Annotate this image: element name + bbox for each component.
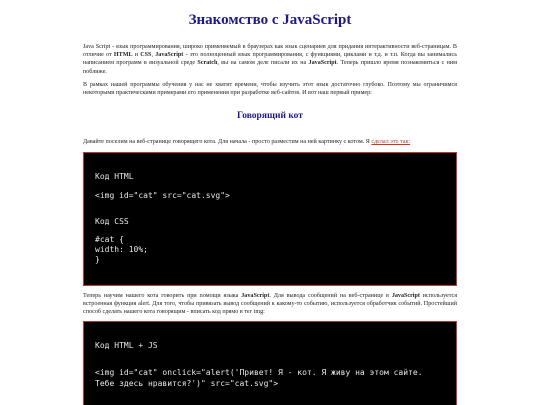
bold-term: CSS (140, 52, 152, 59)
bold-term: Scratch (197, 60, 218, 67)
code-line: <img id="cat" onclick="alert('Привет! Я - кот. Я живу на этом сайте. (95, 368, 423, 377)
code-line: <img id="cat" src="cat.svg"> (95, 191, 230, 200)
bold-term: JavaScript (391, 293, 420, 299)
code-line: Тебе здесь нравится?')" src="cat.svg"> (95, 379, 279, 388)
text: . Теперь пришло время познакомиться с ним поближе. (83, 60, 458, 75)
code-line: } (95, 255, 100, 264)
text: Давайте поселим на веб-странице говорящего кота. Для начала - просто разместим на ней картинку с котом. Я (83, 139, 372, 145)
text: . Для вывода сообщений на веб-странице в (269, 293, 392, 299)
code-label: Код CSS (95, 217, 129, 226)
bold-term: JavaScript (308, 60, 337, 67)
bold-term: HTML (113, 52, 133, 59)
cat-intro-paragraph (83, 138, 457, 146)
text: используется встроенная функция alert. Для того, чтобы привязать вывод сообщений к какому-то событию, используется обработчик событий. Простейший способ сделать нашего кота говорящим - вписать код прямо в тег img: (83, 293, 458, 316)
text: Теперь научим нашего кота говорить при помощи языка (83, 293, 242, 299)
text: , (151, 52, 156, 59)
text: - это полноценный язык программирования, с функциями, циклами и т.д. и т.п. Когда вы занимались написанием программ в визуальной среде (83, 52, 458, 67)
code-line: width: 10%; (95, 245, 148, 254)
text: Java Script - язык программирования, широко применяемый в браузерах как язык сценариев для придания интерактивности веб-страницам. В отличие от (83, 44, 457, 59)
intro-paragraph (83, 43, 457, 76)
code-block-html-css (83, 152, 457, 286)
example-link[interactable]: сделал это так: (371, 139, 411, 145)
code-line: #cat { (95, 235, 124, 244)
program-paragraph: В рамках нашей программы обучения у нас не хватит времени, чтобы изучить этот язык достаточно глубоко. Поэтому мы ограничимся некоторыми практическими примерами его применения при разработке веб-сайтов. И вот наш первый пример: (83, 82, 457, 97)
code-label: Код HTML + JS (95, 341, 158, 350)
bold-term: JavaScript (155, 52, 184, 59)
text: и (132, 52, 141, 59)
bold-term: JavaScript (241, 293, 270, 299)
code-block-html-js (83, 321, 457, 405)
alert-paragraph (83, 292, 457, 317)
page-title: Знакомство с JavaScript (188, 12, 352, 28)
text: , вы на самом деле писали их на (217, 60, 309, 67)
code-label: Код HTML (95, 172, 134, 181)
section-title: Говорящий кот (237, 111, 303, 121)
